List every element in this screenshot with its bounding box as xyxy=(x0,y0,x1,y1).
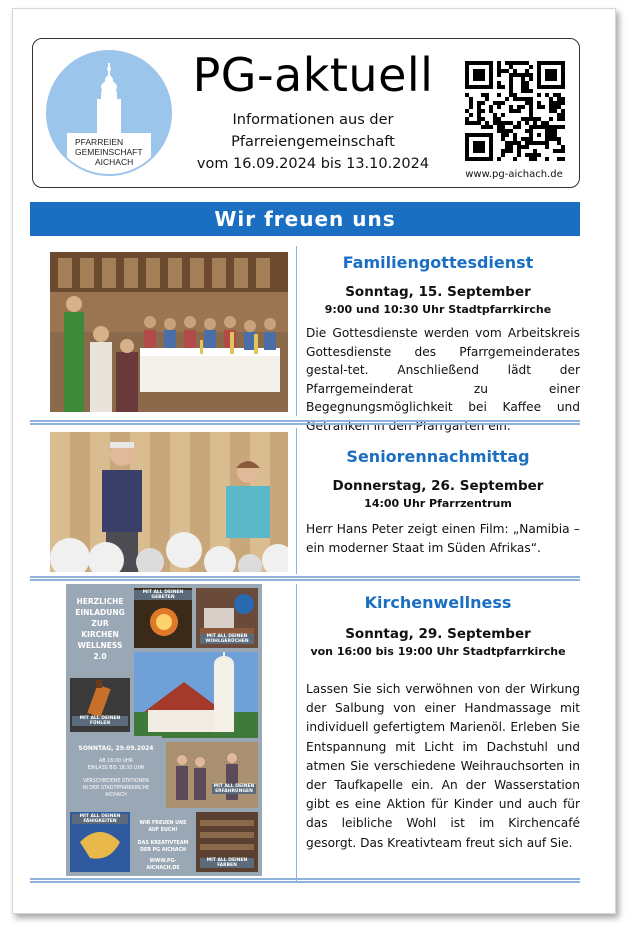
poster-invite-tile xyxy=(70,588,130,674)
poster-invite-line3: ZUR xyxy=(91,619,109,628)
poster-label-erfahrungen: MIT ALL DEINEN ERFAHRUNGEN xyxy=(213,784,255,794)
section-separator xyxy=(30,878,580,883)
event-description: Die Gottesdienste werden vom Arbeitskreis Gottesdienste des Pfarrgemeinderates gestal-tet. Anschließend lädt der Pfarrgemeinderat zu einer Begegnungsmöglichkeit bei Kaffee und Getränken in den Pfarrgarten ein. xyxy=(306,326,580,433)
poster-invite-line6: 2.0 xyxy=(93,652,107,661)
event-title: Familiengottesdienst xyxy=(342,253,534,272)
event-title: Kirchenwellness xyxy=(364,593,512,612)
event-seniorennachmittag xyxy=(30,428,580,574)
poster-team-url: WWW.PG-AICHACH.DE xyxy=(146,859,180,871)
poster-tile-colors xyxy=(196,812,258,872)
event-description: Herr Hans Peter zeigt einen Film: „Namibia – ein moderner Staat im Süden Afrikas“. xyxy=(306,522,580,555)
poster-stations-line1: VERSCHIEDENE STATIONEN xyxy=(83,779,149,784)
website-url[interactable]: www.pg-aichach.de xyxy=(465,169,563,180)
poster-label-faehigkeiten: MIT ALL DEINEN FÄHIGKEITEN xyxy=(72,814,128,824)
poster-invite-line1: HERZLICHE xyxy=(76,597,124,606)
event-time: von 16:00 bis 19:00 Uhr Stadtpfarrkirche xyxy=(310,645,566,658)
qr-code xyxy=(465,61,565,161)
event-date: Sonntag, 29. September xyxy=(345,626,531,642)
poster-date: SONNTAG, 29.09.2024 xyxy=(78,745,154,752)
poster-stations-line2: IN DER STADTPFARRKIRCHE xyxy=(82,786,150,791)
poster-team-tile xyxy=(134,812,192,872)
event-time: 9:00 und 10:30 Uhr Stadtpfarrkirche xyxy=(324,303,552,316)
wellness-poster xyxy=(66,584,262,876)
poster-tile-hands xyxy=(70,812,130,872)
section-separator xyxy=(30,576,580,581)
poster-team-line1: WIR FREUEN UNS xyxy=(139,821,187,826)
subtitle-line1: Informationen aus der xyxy=(232,112,394,128)
poster-time-line2: EINLASS BIS 18:30 UHR xyxy=(87,766,145,771)
event-date: Sonntag, 15. September xyxy=(345,284,531,300)
event-title: Seniorennachmittag xyxy=(346,447,530,466)
poster-tile-oil xyxy=(70,678,130,732)
poster-team-line2: AUF EUCH! xyxy=(148,828,178,833)
newsletter-title: PG-aktuell xyxy=(192,48,434,102)
church-photo xyxy=(134,652,258,738)
poster-team-line4: DER PG AICHACH xyxy=(139,848,187,853)
poster-label-farben: MIT ALL DEINEN FARBEN xyxy=(200,858,254,868)
banner-heading: Wir freuen uns xyxy=(30,202,580,236)
logo-text-line3: AICHACH xyxy=(95,157,134,167)
event-text xyxy=(296,252,580,436)
event-date: Donnerstag, 26. September xyxy=(332,478,544,494)
photo-senior-afternoon xyxy=(50,432,288,572)
parish-logo xyxy=(45,49,173,177)
poster-invite-line5: WELLNESS xyxy=(77,641,123,650)
poster-tile-church xyxy=(134,652,258,738)
event-familiengottesdienst xyxy=(30,246,580,433)
logo-text-line1: PFARREIEN xyxy=(75,137,124,147)
event-time: 14:00 Uhr Pfarrzentrum xyxy=(364,497,512,510)
poster-tile-incense xyxy=(196,588,258,648)
poster-invite-line2: EINLADUNG xyxy=(75,608,125,617)
poster-tile-prayer xyxy=(134,588,192,648)
event-text xyxy=(296,592,580,853)
section-separator xyxy=(30,420,580,425)
poster-team-line3: DAS KREATIVTEAM xyxy=(137,841,189,846)
poster-stations-line3: AICHACH xyxy=(105,793,127,798)
poster-label-fuehlen: MIT ALL DEINEN FÜHLEN xyxy=(72,716,128,726)
poster-label-gebeten: MIT ALL DEINEN GEBETEN xyxy=(134,590,192,600)
poster-tile-people xyxy=(166,742,258,808)
poster-invite-line4: KIRCHEN xyxy=(81,630,119,639)
event-description: Lassen Sie sich verwöhnen von der Wirkung der Salbung von einer Handmassage mit individuell gefertigtem Marienöl. Erleben Sie Entspannung mit Licht im Dachstuhl und atmen Sie verschiedene Weihrauchsorten in der Taufkapelle ein. An der Wasserstation gibt es eine Aktion für Kinder und auch für das leibliche Wohl ist im Kirchencafé gesorgt. Das Kreativteam freut sich auf Sie. xyxy=(306,682,580,850)
photo-family-service xyxy=(50,252,288,412)
subtitle xyxy=(183,109,443,175)
logo-text-line2: GEMEINSCHAFT xyxy=(75,147,143,157)
subtitle-line3: vom 16.09.2024 bis 13.10.2024 xyxy=(196,156,430,172)
title-block xyxy=(183,47,443,175)
poster-info-tile xyxy=(70,736,162,808)
poster-label-wohlgeruechen: MIT ALL DEINEN WOHLGERÜCHEN xyxy=(200,634,254,644)
subtitle-line2: Pfarreiengemeinschaft xyxy=(231,134,395,150)
people-photo xyxy=(166,742,258,808)
event-kirchenwellness xyxy=(30,584,580,882)
poster-time-line1: AB 16:00 UHR xyxy=(99,759,133,764)
event-text xyxy=(296,446,580,557)
header-box xyxy=(32,38,580,188)
